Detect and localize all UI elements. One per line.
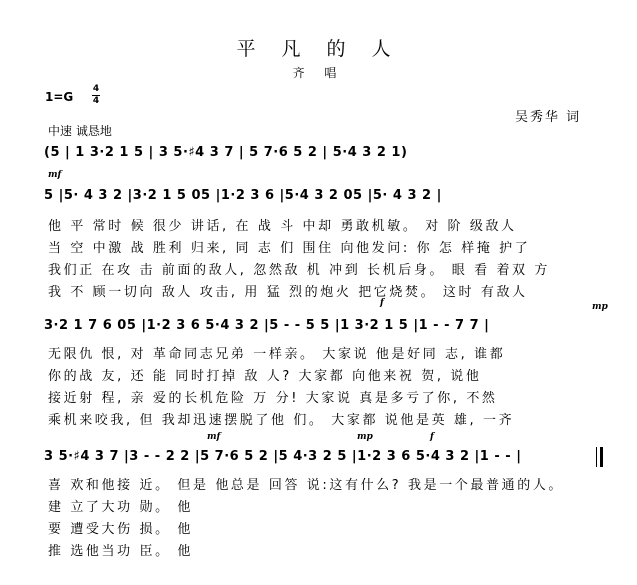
- lyricist-credit: 吴秀华 词: [515, 110, 582, 125]
- dynamic-f: f: [380, 298, 384, 308]
- notation-line-3: 3·2 1 7 6 05 |1·2 3 6 5·4 3 2 |5 - - 5 5 |1 3·2 1 5 |1 - - 7 7 |: [44, 318, 490, 333]
- lyric-verse-3-line-2: 我们正 在攻 击 前面的敌人, 忽然敌 机 冲到 长机后身。 眼 看 着双 方: [48, 263, 550, 278]
- dynamic-f-2: f: [430, 432, 434, 442]
- lyric-verse-4-line-4: 推 选他当功 臣。 他: [48, 544, 193, 559]
- notation-line-2: 5 |5· 4 3 2 |3·2 1 5 05 |1·2 3 6 |5·4 3 2 05 |5· 4 3 2 |: [44, 188, 442, 203]
- time-signature: [92, 84, 100, 106]
- lyric-verse-2-line-2: 当 空 中激 战 胜利 归来, 同 志 们 围住 向他发问: 你 怎 样掩 护了: [48, 241, 531, 256]
- dynamic-mp-2: mp: [357, 432, 373, 442]
- lyric-verse-2-line-3: 你的战 友, 还 能 同时打掉 敌 人? 大家都 向他来祝 贺, 说他: [48, 369, 482, 384]
- lyric-verse-3-line-3: 接近射 程, 亲 爱的长机危险 万 分! 大家说 真是多亏了你, 不然: [48, 391, 498, 406]
- meter-bottom: 4: [92, 96, 100, 106]
- dynamic-mf: mf: [48, 170, 62, 180]
- lyric-verse-4-line-3: 乘机来咬我, 但 我却迅速摆脱了他 们。 大家都 说他是英 雄, 一齐: [48, 413, 515, 428]
- key-signature: 1=G: [45, 90, 74, 104]
- notation-line-4: 3 5·♯4 3 7 |3 - - 2 2 |5 7·6 5 2 |5 4·3 2 5 |1·2 3 6 5·4 3 2 |1 - - |: [44, 449, 522, 464]
- lyric-verse-2-line-4: 建 立了大功 勋。 他: [48, 500, 193, 515]
- final-barline-thick: [600, 447, 603, 467]
- lyric-verse-3-line-4: 要 遭受大伤 损。 他: [48, 522, 193, 537]
- dynamic-mf-2: mf: [207, 432, 221, 442]
- notation-line-1: (5 | 1 3·2 1 5 | 3 5·♯4 3 7 | 5 7·6 5 2 | 5·4 3 2 1): [44, 145, 408, 160]
- lyric-verse-4-line-2: 我 不 顾一切向 敌人 攻击, 用 猛 烈的炮火 把它烧焚。 这时 有敌人: [48, 285, 528, 300]
- tempo-marking: 中速 诚恳地: [48, 124, 112, 138]
- lyric-verse-1-line-2: 他 平 常时 候 很少 讲话, 在 战 斗 中却 勇敢机敏。 对 阶 级敌人: [48, 219, 517, 234]
- song-title: 平 凡 的 人: [236, 38, 401, 60]
- meter-top: 4: [92, 84, 100, 94]
- lyric-verse-1-line-3: 无限仇 恨, 对 革命同志兄弟 一样亲。 大家说 他是好同 志, 谁都: [48, 347, 506, 362]
- dynamic-mp: mp: [592, 302, 608, 312]
- final-barline-thin: [596, 447, 597, 467]
- lyric-verse-1-line-4: 喜 欢和他接 近。 但是 他总是 回答 说:这有什么? 我是一个最普通的人。: [48, 478, 565, 493]
- song-subtitle: 齐 唱: [292, 66, 345, 80]
